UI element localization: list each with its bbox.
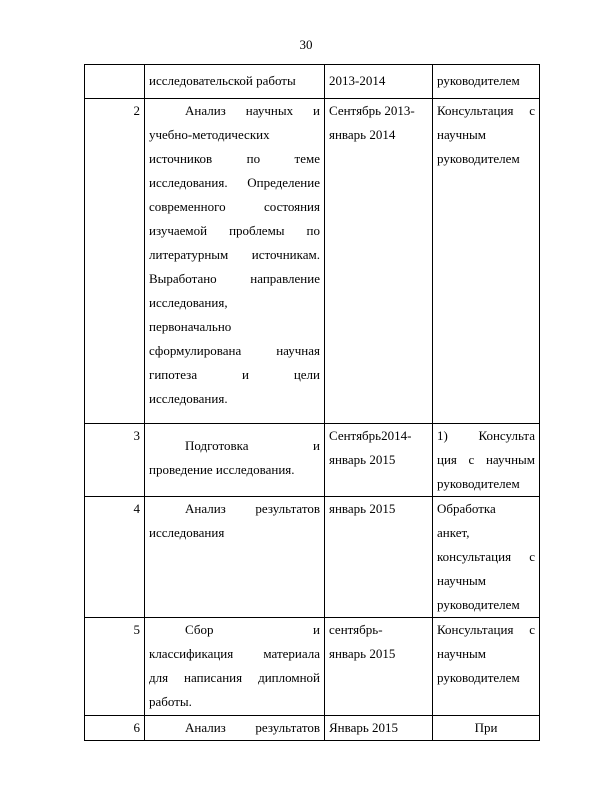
content-line: учебно-методических: [149, 127, 270, 142]
form-line: анкет,: [437, 525, 470, 540]
content-line: Сбор и: [185, 622, 320, 637]
dates-cell: [325, 716, 433, 741]
form-cell: [433, 65, 540, 99]
table-row: [85, 424, 540, 497]
form-line: руководителем: [437, 151, 520, 166]
form-line: Консультация с: [437, 103, 535, 118]
row-number-cell: 6: [85, 716, 145, 741]
form-line: Консультация с: [437, 622, 535, 637]
dates-cell: [325, 618, 433, 716]
content-cell: [145, 99, 325, 424]
dates-cell: [325, 497, 433, 618]
dates-line: Сентябрь 2013-: [329, 103, 415, 118]
content-cell: [145, 497, 325, 618]
form-cell: [433, 424, 540, 497]
form-line: руководителем: [437, 670, 520, 685]
content-line: Анализ научных и: [185, 103, 320, 118]
dates-cell: [325, 99, 433, 424]
form-line: руководителем: [437, 597, 520, 612]
content-line: для написания дипломной: [149, 670, 320, 685]
form-line: руководителем: [437, 476, 520, 491]
table-row: [85, 618, 540, 716]
form-line: руководителем: [437, 73, 520, 88]
content-line: Выработано направление: [149, 271, 320, 286]
content-cell: [145, 424, 325, 497]
page-number: 30: [299, 37, 313, 52]
dates-line: январь 2015: [329, 501, 396, 516]
form-line: Обработка: [437, 501, 496, 516]
dates-line: январь 2015: [329, 646, 396, 661]
row-number-cell: [85, 65, 145, 99]
row-number-cell: 3: [85, 424, 145, 497]
dates-line: 2013-2014: [329, 73, 386, 88]
form-cell: [433, 99, 540, 424]
row-number-cell: 4: [85, 497, 145, 618]
content-line: гипотеза и цели: [149, 367, 320, 382]
table-row: [85, 716, 540, 741]
content-line: классификация материала: [149, 646, 320, 661]
form-cell: [433, 716, 540, 741]
form-line: консультация с: [437, 549, 535, 564]
dates-cell: [325, 65, 433, 99]
table-row: [85, 497, 540, 618]
row-number-cell: 5: [85, 618, 145, 716]
content-line: проведение исследования.: [149, 462, 295, 477]
dates-cell: [325, 424, 433, 497]
content-line: современного состояния: [149, 199, 320, 214]
table-row: [85, 99, 540, 424]
content-line: Анализ результатов: [185, 720, 320, 735]
content-line: Подготовка и: [185, 438, 320, 453]
form-line: научным: [437, 646, 487, 661]
content-line: работы.: [149, 694, 192, 709]
content-line: исследования.: [149, 391, 228, 406]
form-line: научным: [437, 127, 487, 142]
form-cell: [433, 497, 540, 618]
form-line: ция с научным: [437, 452, 535, 467]
row-number-cell: 2: [85, 99, 145, 424]
content-cell: [145, 716, 325, 741]
dates-line: Январь 2015: [329, 720, 399, 735]
content-line: изучаемой проблемы по: [149, 223, 320, 238]
content-line: первоначально: [149, 319, 232, 334]
content-cell: [145, 618, 325, 716]
content-cell: [145, 65, 325, 99]
content-line: сформулирована научная: [149, 343, 320, 358]
content-line: Анализ результатов: [185, 501, 320, 516]
dates-line: январь 2014: [329, 127, 396, 142]
dates-line: сентябрь-: [329, 622, 383, 637]
form-line: При: [474, 720, 498, 735]
table-row: [85, 65, 540, 99]
form-line: 1) Консульта: [437, 428, 535, 443]
content-line: исследования,: [149, 295, 228, 310]
content-line: исследования: [149, 525, 225, 540]
content-line: исследовательской работы: [149, 73, 296, 88]
content-line: источников по теме: [149, 151, 320, 166]
form-line: научным: [437, 573, 487, 588]
content-line: литературным источникам.: [149, 247, 320, 262]
form-cell: [433, 618, 540, 716]
content-line: исследования. Определение: [149, 175, 320, 190]
dates-line: Сентябрь2014-: [329, 428, 412, 443]
dates-line: январь 2015: [329, 452, 396, 467]
research-plan-table: [84, 64, 540, 741]
